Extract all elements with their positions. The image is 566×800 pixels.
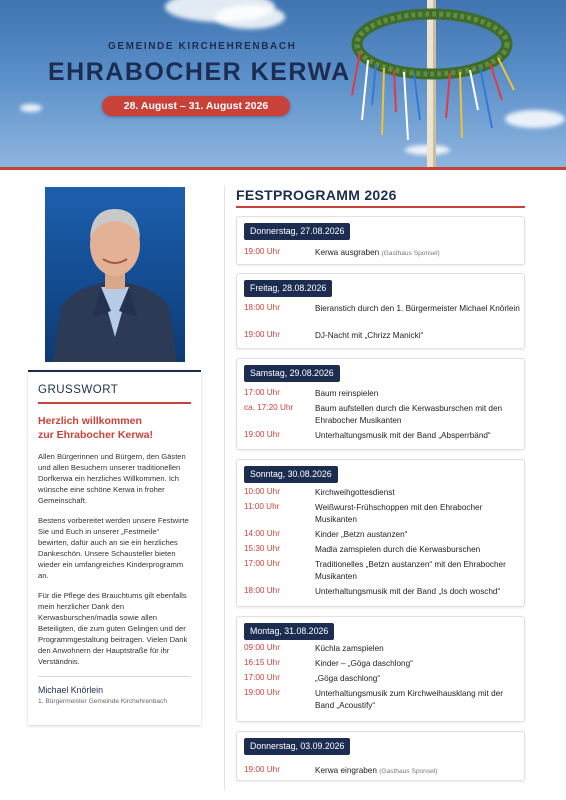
day-card-closing bbox=[236, 731, 525, 781]
event-time: 19:00 Uhr bbox=[244, 688, 280, 697]
event-description: Kinder – „Göga daschlong“ bbox=[315, 659, 413, 668]
divider bbox=[38, 676, 191, 677]
event-time: 19:00 Uhr bbox=[244, 765, 280, 774]
event-title: Kerwa eingraben bbox=[315, 766, 377, 775]
greeting-heading: GRUSSWORT bbox=[38, 384, 119, 396]
day-label: Samstag, 29.08.2026 bbox=[244, 365, 340, 382]
welcome-line: Herzlich willkommen bbox=[38, 415, 142, 427]
day-label: Donnerstag, 03.09.2026 bbox=[244, 738, 350, 755]
event-time: 18:00 Uhr bbox=[244, 586, 280, 595]
day-label: Sonntag, 30.08.2026 bbox=[244, 466, 338, 483]
day-card-friday bbox=[236, 273, 525, 349]
event-description: Traditionelles „Betzn austanzen“ mit den Ehrabocher Musikanten bbox=[315, 560, 506, 581]
event-description: „Göga daschlong“ bbox=[315, 674, 381, 683]
event-description: Unterhaltungsmusik zum Kirchweihausklang mit der Band „Acoustify“ bbox=[315, 689, 503, 710]
event-description bbox=[315, 765, 520, 778]
event-time: 15:30 Uhr bbox=[244, 544, 280, 553]
event-time: 10:00 Uhr bbox=[244, 487, 280, 496]
greeting-paragraph: Allen Bürgerinnen und Bürgern, den Gästen und allen Besuchern unserer traditionellen Dorfkerwa ein herzliches Willkommen. Ich wünsche eine schöne Kerwa in froher Gemeinschaft. bbox=[38, 452, 186, 505]
event-title: Kerwa ausgraben bbox=[315, 248, 380, 257]
day-label: Montag, 31.08.2026 bbox=[244, 623, 334, 640]
event-time: 18:00 Uhr bbox=[244, 303, 280, 312]
header-banner bbox=[0, 0, 566, 170]
welcome-headline bbox=[38, 414, 191, 442]
event-description: Bieranstich durch den 1. Bürgermeister Michael Knörlein bbox=[315, 304, 520, 313]
event-time: 17:00 Uhr bbox=[244, 388, 280, 397]
event-time: 19:00 Uhr bbox=[244, 330, 280, 339]
event-time: 19:00 Uhr bbox=[244, 247, 280, 256]
event-venue: (Gasthaus Sponsel) bbox=[379, 768, 438, 775]
event-description: Baum aufstellen durch die Kerwasburschen mit den Ehrabocher Musikanten bbox=[315, 404, 503, 425]
festival-dates-badge: 28. August – 31. August 2026 bbox=[102, 96, 290, 116]
day-label: Freitag, 28.08.2026 bbox=[244, 280, 332, 297]
program-title-underline bbox=[236, 206, 525, 208]
page-title: EHRABOCHER KERWA bbox=[48, 58, 351, 86]
mayor-portrait-photo bbox=[45, 187, 185, 362]
event-time: 19:00 Uhr bbox=[244, 430, 280, 439]
event-description bbox=[315, 247, 520, 260]
greeting-paragraph: Bestens vorbereitet werden unsere Festwirte Sie und Euch in unserer „Festmeile“ bewirten, dafür auch an sie ein herzliches Dankeschön. Unsere Schausteller bieten wieder ein umfangreiches Kinderprogramm an. bbox=[38, 516, 189, 580]
heading-underline bbox=[38, 402, 191, 404]
day-label: Donnerstag, 27.08.2026 bbox=[244, 223, 350, 240]
column-divider bbox=[224, 186, 225, 790]
event-description: Kirchweihgottesdienst bbox=[315, 488, 395, 497]
event-time: ca. 17:20 Uhr bbox=[244, 403, 294, 412]
signer-name: Michael Knörlein bbox=[38, 685, 104, 695]
welcome-line: zur Ehrabocher Kerwa! bbox=[38, 429, 153, 441]
event-description: Baum reinspielen bbox=[315, 389, 379, 398]
event-time: 14:00 Uhr bbox=[244, 529, 280, 538]
event-description: Weißwurst-Frühschoppen mit den Ehrabocher Musikanten bbox=[315, 503, 483, 524]
signer-role: 1. Bürgermeister Gemeinde Kirchehrenbach bbox=[38, 698, 168, 705]
event-time: 16:15 Uhr bbox=[244, 658, 280, 667]
event-time: 17:00 Uhr bbox=[244, 559, 280, 568]
day-card-thursday bbox=[236, 216, 525, 265]
event-description: DJ-Nacht mit „Chrizz Manicki“ bbox=[315, 331, 424, 340]
event-venue: (Gasthaus Sponsel) bbox=[381, 250, 440, 257]
program-title: FESTPROGRAMM 2026 bbox=[236, 187, 397, 203]
event-time: 11:00 Uhr bbox=[244, 502, 280, 511]
event-description: Madla zamspielen durch die Kerwasburschen bbox=[315, 545, 481, 554]
event-time: 09:00 Uhr bbox=[244, 643, 280, 652]
event-time: 17:00 Uhr bbox=[244, 673, 280, 682]
event-description: Unterhaltungsmusik mit der Band „Absperrbänd“ bbox=[315, 431, 491, 440]
event-description: Küchla zamspielen bbox=[315, 644, 384, 653]
header-divider bbox=[0, 167, 566, 170]
day-card-sunday bbox=[236, 459, 525, 607]
municipality-kicker: GEMEINDE KIRCHEHRENBACH bbox=[108, 41, 297, 52]
greeting-card bbox=[28, 370, 201, 725]
greeting-paragraph: Für die Pflege des Brauchtums gilt ebenfalls mein herzlicher Dank den Kerwasburschen/madla sowie allen Beteiligten, die zum guten Gelingen und der Programmgestaltung beitragen. Vielen Dank den Anwohnern der Hauptstraße für ihr Verständnis. bbox=[38, 591, 188, 666]
day-card-saturday bbox=[236, 358, 525, 450]
day-card-monday bbox=[236, 616, 525, 722]
event-description: Kinder „Betzn austanzen“ bbox=[315, 530, 408, 539]
event-description: Unterhaltungsmusik mit der Band „Is doch woschd“ bbox=[315, 587, 501, 596]
